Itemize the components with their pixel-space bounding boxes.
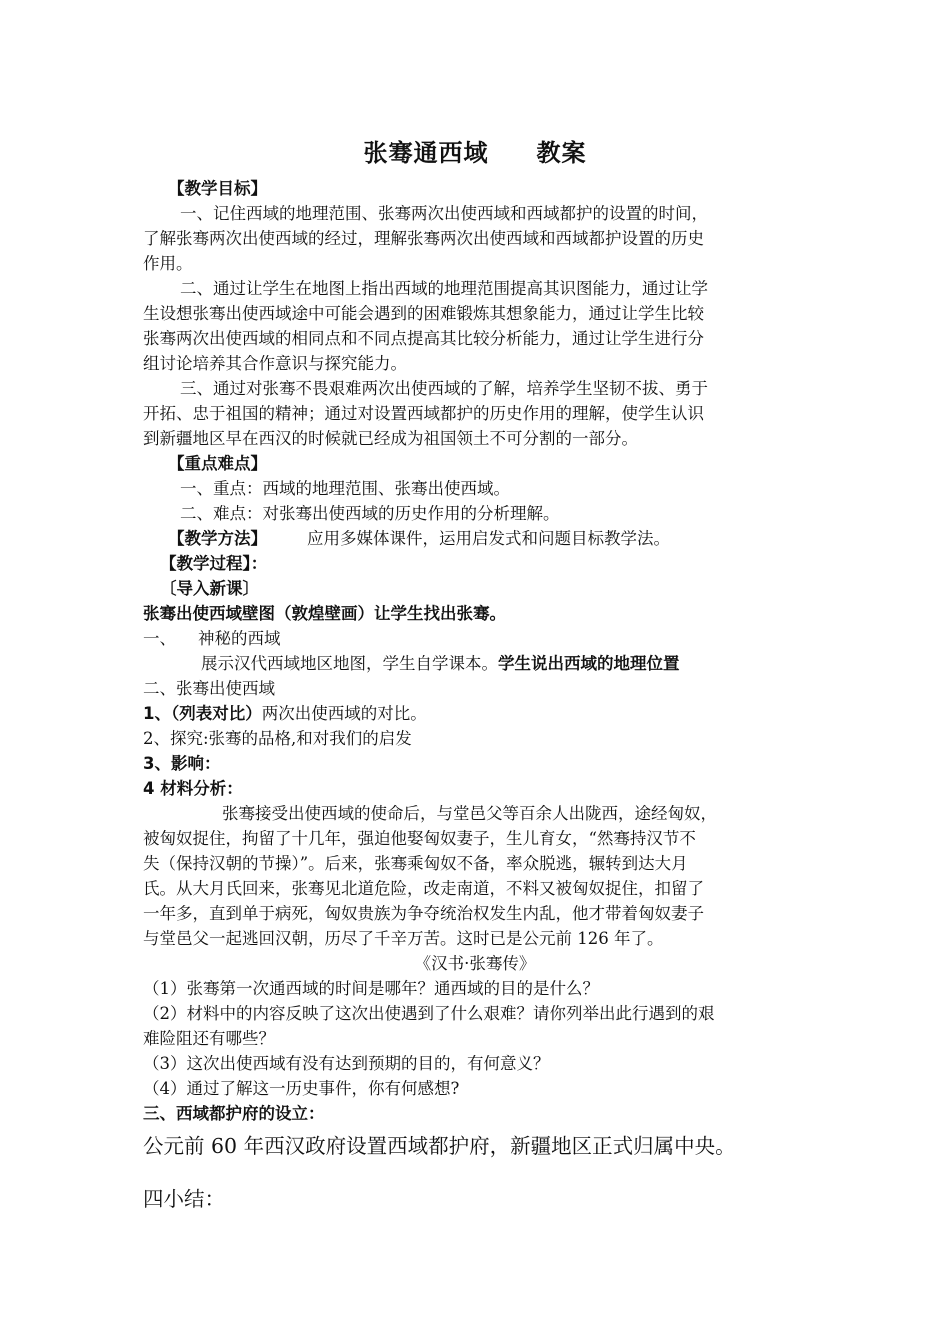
method-line <box>168 526 833 551</box>
method-text: 应用多媒体课件，运用启发式和问题目标教学法。 <box>307 529 670 548</box>
section3-title: 三、西域都护府的设立： <box>143 1104 325 1123</box>
goals-p2-line4: 组讨论培养其合作意识与探究能力。 <box>143 354 407 373</box>
section1-line <box>143 626 808 651</box>
material-source: 《汉书·张骞传》 <box>414 954 536 973</box>
section1-text-line <box>201 651 866 676</box>
section2-item3: 3、影响： <box>143 754 221 773</box>
material-line3: 失（保持汉朝的节操）”。后来，张骞乘匈奴不备，率众脱逃，辗转到达大月 <box>143 854 688 873</box>
goals-p3-line1: 三、通过对张骞不畏艰难两次出使西域的了解，培养学生坚韧不拔、勇于 <box>180 379 708 398</box>
section2-title: 二、张骞出使西域 <box>143 679 275 698</box>
section3-text: 公元前 60 年西汉政府设置西域都护府，新疆地区正式归属中央。 <box>143 1134 736 1158</box>
section1-text: 展示汉代西域地区地图，学生自学课本。 <box>201 654 498 673</box>
section2-item4: 4 材料分析： <box>143 779 243 798</box>
question-2-line2: 难险阻还有哪些？ <box>143 1029 275 1048</box>
method-heading: 【教学方法】 <box>168 529 267 548</box>
question-4: （4）通过了解这一历史事件，你有何感想? <box>143 1079 460 1098</box>
material-line4: 氏。从大月氏回来，张骞见北道危险，改走南道，不料又被匈奴捉住，扣留了 <box>143 879 704 898</box>
goals-p2-line3: 张骞两次出使西域的相同点和不同点提高其比较分析能力，通过让学生进行分 <box>143 329 704 348</box>
section2-item1-bold: 1、（列表对比） <box>143 704 262 723</box>
material-line5: 一年多，直到单于病死，匈奴贵族为争夺统治权发生内乱，他才带着匈奴妻子 <box>143 904 704 923</box>
material-line1: 张骞接受出使西域的使命后，与堂邑父等百余人出陇西，途经匈奴， <box>222 804 717 823</box>
goals-p1-line3: 作用。 <box>143 254 193 273</box>
goals-p3-line3: 到新疆地区早在西汉的时候就已经成为祖国领土不可分割的一部分。 <box>143 429 638 448</box>
page-title <box>0 133 950 168</box>
intro-heading: 〔导入新课〕 <box>160 579 259 598</box>
title-main: 张骞通西域 <box>363 139 489 167</box>
keypoints-focus: 一、重点：西域的地理范围、张骞出使西域。 <box>180 479 510 498</box>
section1-bold: 学生说出西域的地理位置 <box>498 654 680 673</box>
question-3: （3）这次出使西域有没有达到预期的目的，有何意义？ <box>143 1054 550 1073</box>
goals-p2-line1: 二、通过让学生在地图上指出西域的地理范围提高其识图能力，通过让学 <box>180 279 708 298</box>
question-2-line1: （2）材料中的内容反映了这次出使遇到了什么艰难？请你列举出此行遇到的艰 <box>143 1004 715 1023</box>
summary-heading: 四小结： <box>143 1187 225 1211</box>
process-heading: 【教学过程】： <box>160 554 268 573</box>
section1-number: 一、 <box>143 629 176 648</box>
material-line6: 与堂邑父一起逃回汉朝，历尽了千辛万苦。这时已是公元前 126 年了。 <box>143 929 664 948</box>
section2-item1 <box>143 701 808 726</box>
goals-p1-line1: 一、记住西域的地理范围、张骞两次出使西域和西域都护的设置的时间， <box>180 204 708 223</box>
goals-p3-line2: 开拓、忠于祖国的精神；通过对设置西域都护的历史作用的理解，使学生认识 <box>143 404 704 423</box>
section2-item1-text: 两次出使西域的对比。 <box>261 704 427 723</box>
section2-item2: 2、探究:张骞的品格,和对我们的启发 <box>143 729 412 748</box>
section1-title: 神秘的西域 <box>198 629 281 648</box>
material-line2: 被匈奴捉住，拘留了十几年，强迫他娶匈奴妻子，生儿育女，“然骞持汉节不 <box>143 829 696 848</box>
keypoints-difficulty: 二、难点：对张骞出使西域的历史作用的分析理解。 <box>180 504 560 523</box>
keypoints-heading: 【重点难点】 <box>168 454 267 473</box>
goals-heading: 【教学目标】 <box>168 179 267 198</box>
goals-p2-line2: 生设想张骞出使西域途中可能会遇到的困难锻炼其想象能力，通过让学生比较 <box>143 304 704 323</box>
intro-text: 张骞出使西域壁图（敦煌壁画）让学生找出张骞。 <box>143 604 506 623</box>
goals-p1-line2: 了解张骞两次出使西域的经过，理解张骞两次出使西域和西域都护设置的历史 <box>143 229 704 248</box>
question-1: （1）张骞第一次通西域的时间是哪年？通西域的目的是什么？ <box>143 979 599 998</box>
title-sub: 教案 <box>536 139 587 167</box>
